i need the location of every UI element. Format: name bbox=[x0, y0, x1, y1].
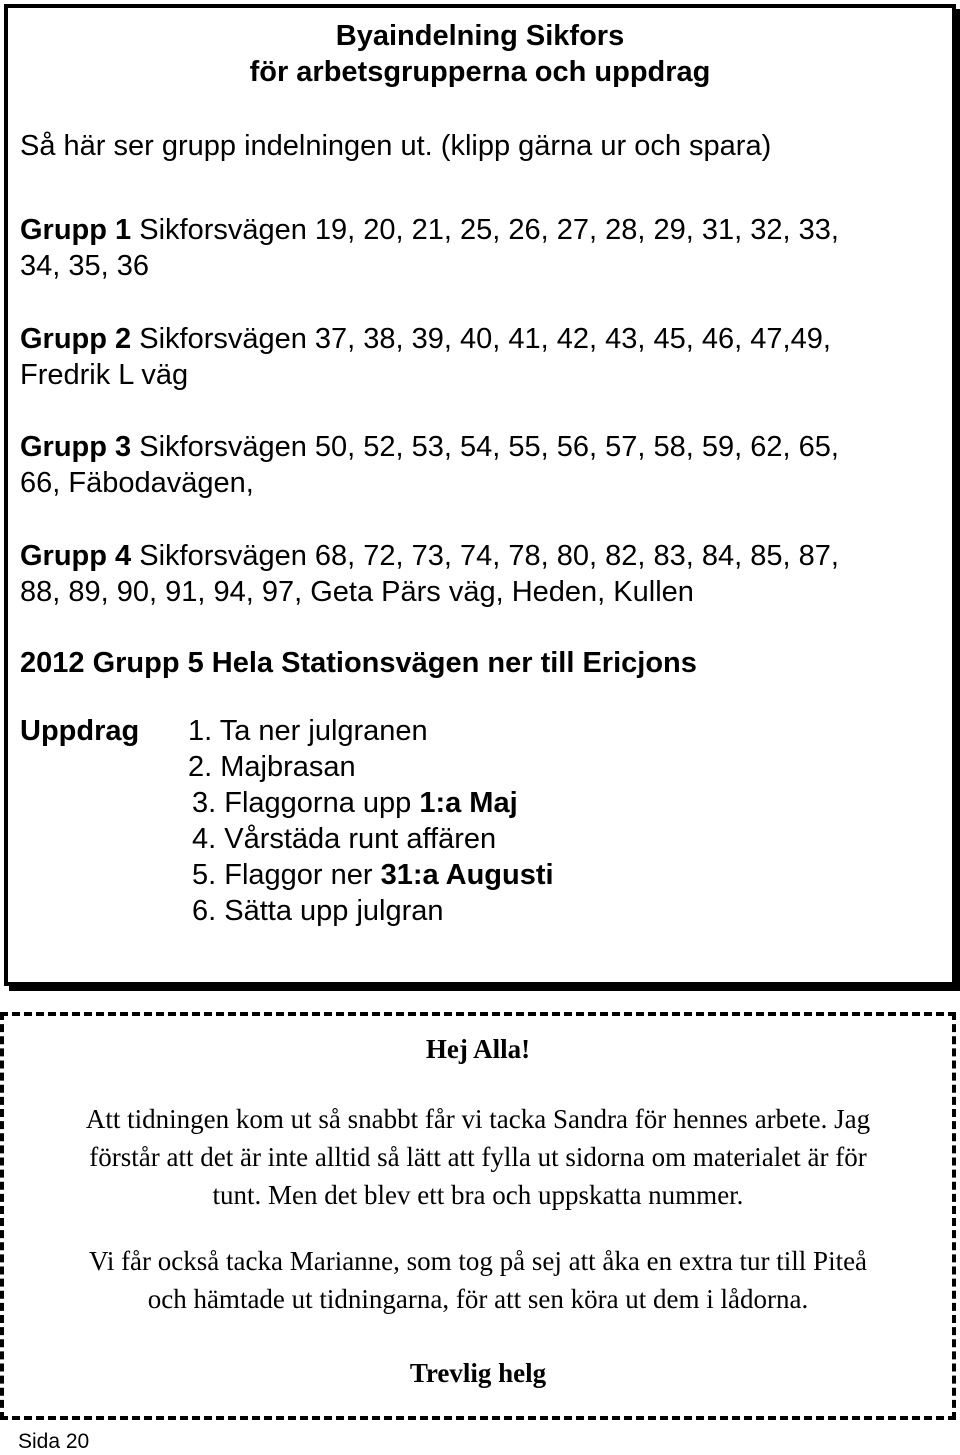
letter-line: och hämtade ut tidningarna, för att sen köra ut dem i lådorna. bbox=[147, 1284, 809, 1314]
letter-line: Att tidningen kom ut så snabbt får vi tacka Sandra för hennes arbete. Jag bbox=[85, 1104, 871, 1134]
letter-line: tunt. Men det blev ett bra och uppskatta nummer. bbox=[212, 1180, 744, 1210]
group-label: Grupp 3 bbox=[20, 431, 132, 463]
box-title-line-2: för arbetsgrupperna och uppdrag bbox=[249, 56, 711, 88]
group-label: Grupp 2 bbox=[20, 323, 132, 355]
letter-greeting: Hej Alla! bbox=[425, 1034, 531, 1064]
task-item: 2. Majbrasan bbox=[188, 751, 356, 783]
group-addresses-cont: 34, 35, 36 bbox=[20, 250, 149, 282]
letter-closing: Trevlig helg bbox=[409, 1358, 547, 1388]
group-5: 2012 Grupp 5 Hela Stationsvägen ner till Ericjons bbox=[20, 647, 697, 679]
letter-line: förstår att det är inte alltid så lätt att fylla ut sidorna om materialet är för bbox=[89, 1142, 867, 1172]
group-addresses-cont: Fredrik L väg bbox=[20, 359, 189, 391]
intro-text: Så här ser grupp indelningen ut. (klipp gärna ur och spara) bbox=[20, 130, 772, 162]
task-item: 3. Flaggorna upp 1:a Maj bbox=[192, 787, 518, 819]
group-addresses: Sikforsvägen 19, 20, 21, 25, 26, 27, 28, 29, 31, 32, 33, bbox=[131, 214, 839, 246]
group-label: Grupp 4 bbox=[20, 540, 132, 572]
task-item: 5. Flaggor ner 31:a Augusti bbox=[192, 859, 554, 891]
group-label: Grupp 1 bbox=[20, 214, 132, 246]
group-division-box bbox=[4, 4, 956, 986]
group-addresses-cont: 88, 89, 90, 91, 94, 97, Geta Pärs väg, Heden, Kullen bbox=[20, 576, 694, 608]
letter-box bbox=[0, 1012, 956, 1420]
letter-line: Vi får också tacka Marianne, som tog på sej att åka en extra tur till Piteå bbox=[88, 1246, 868, 1276]
task-item: 4. Vårstäda runt affären bbox=[192, 823, 497, 855]
task-item: 1. Ta ner julgranen bbox=[188, 715, 428, 747]
uppdrag-label: Uppdrag bbox=[20, 715, 140, 747]
group-addresses-cont: 66, Fäbodavägen, bbox=[20, 467, 254, 499]
group-addresses: Sikforsvägen 68, 72, 73, 74, 78, 80, 82, 83, 84, 85, 87, bbox=[131, 540, 839, 572]
group-addresses: Sikforsvägen 50, 52, 53, 54, 55, 56, 57, 58, 59, 62, 65, bbox=[131, 431, 839, 463]
page-number: Sida 20 bbox=[18, 1430, 90, 1453]
group-addresses: Sikforsvägen 37, 38, 39, 40, 41, 42, 43, 45, 46, 47,49, bbox=[131, 323, 831, 355]
box-title-line-1: Byaindelning Sikfors bbox=[335, 20, 625, 52]
task-item: 6. Sätta upp julgran bbox=[192, 895, 444, 927]
